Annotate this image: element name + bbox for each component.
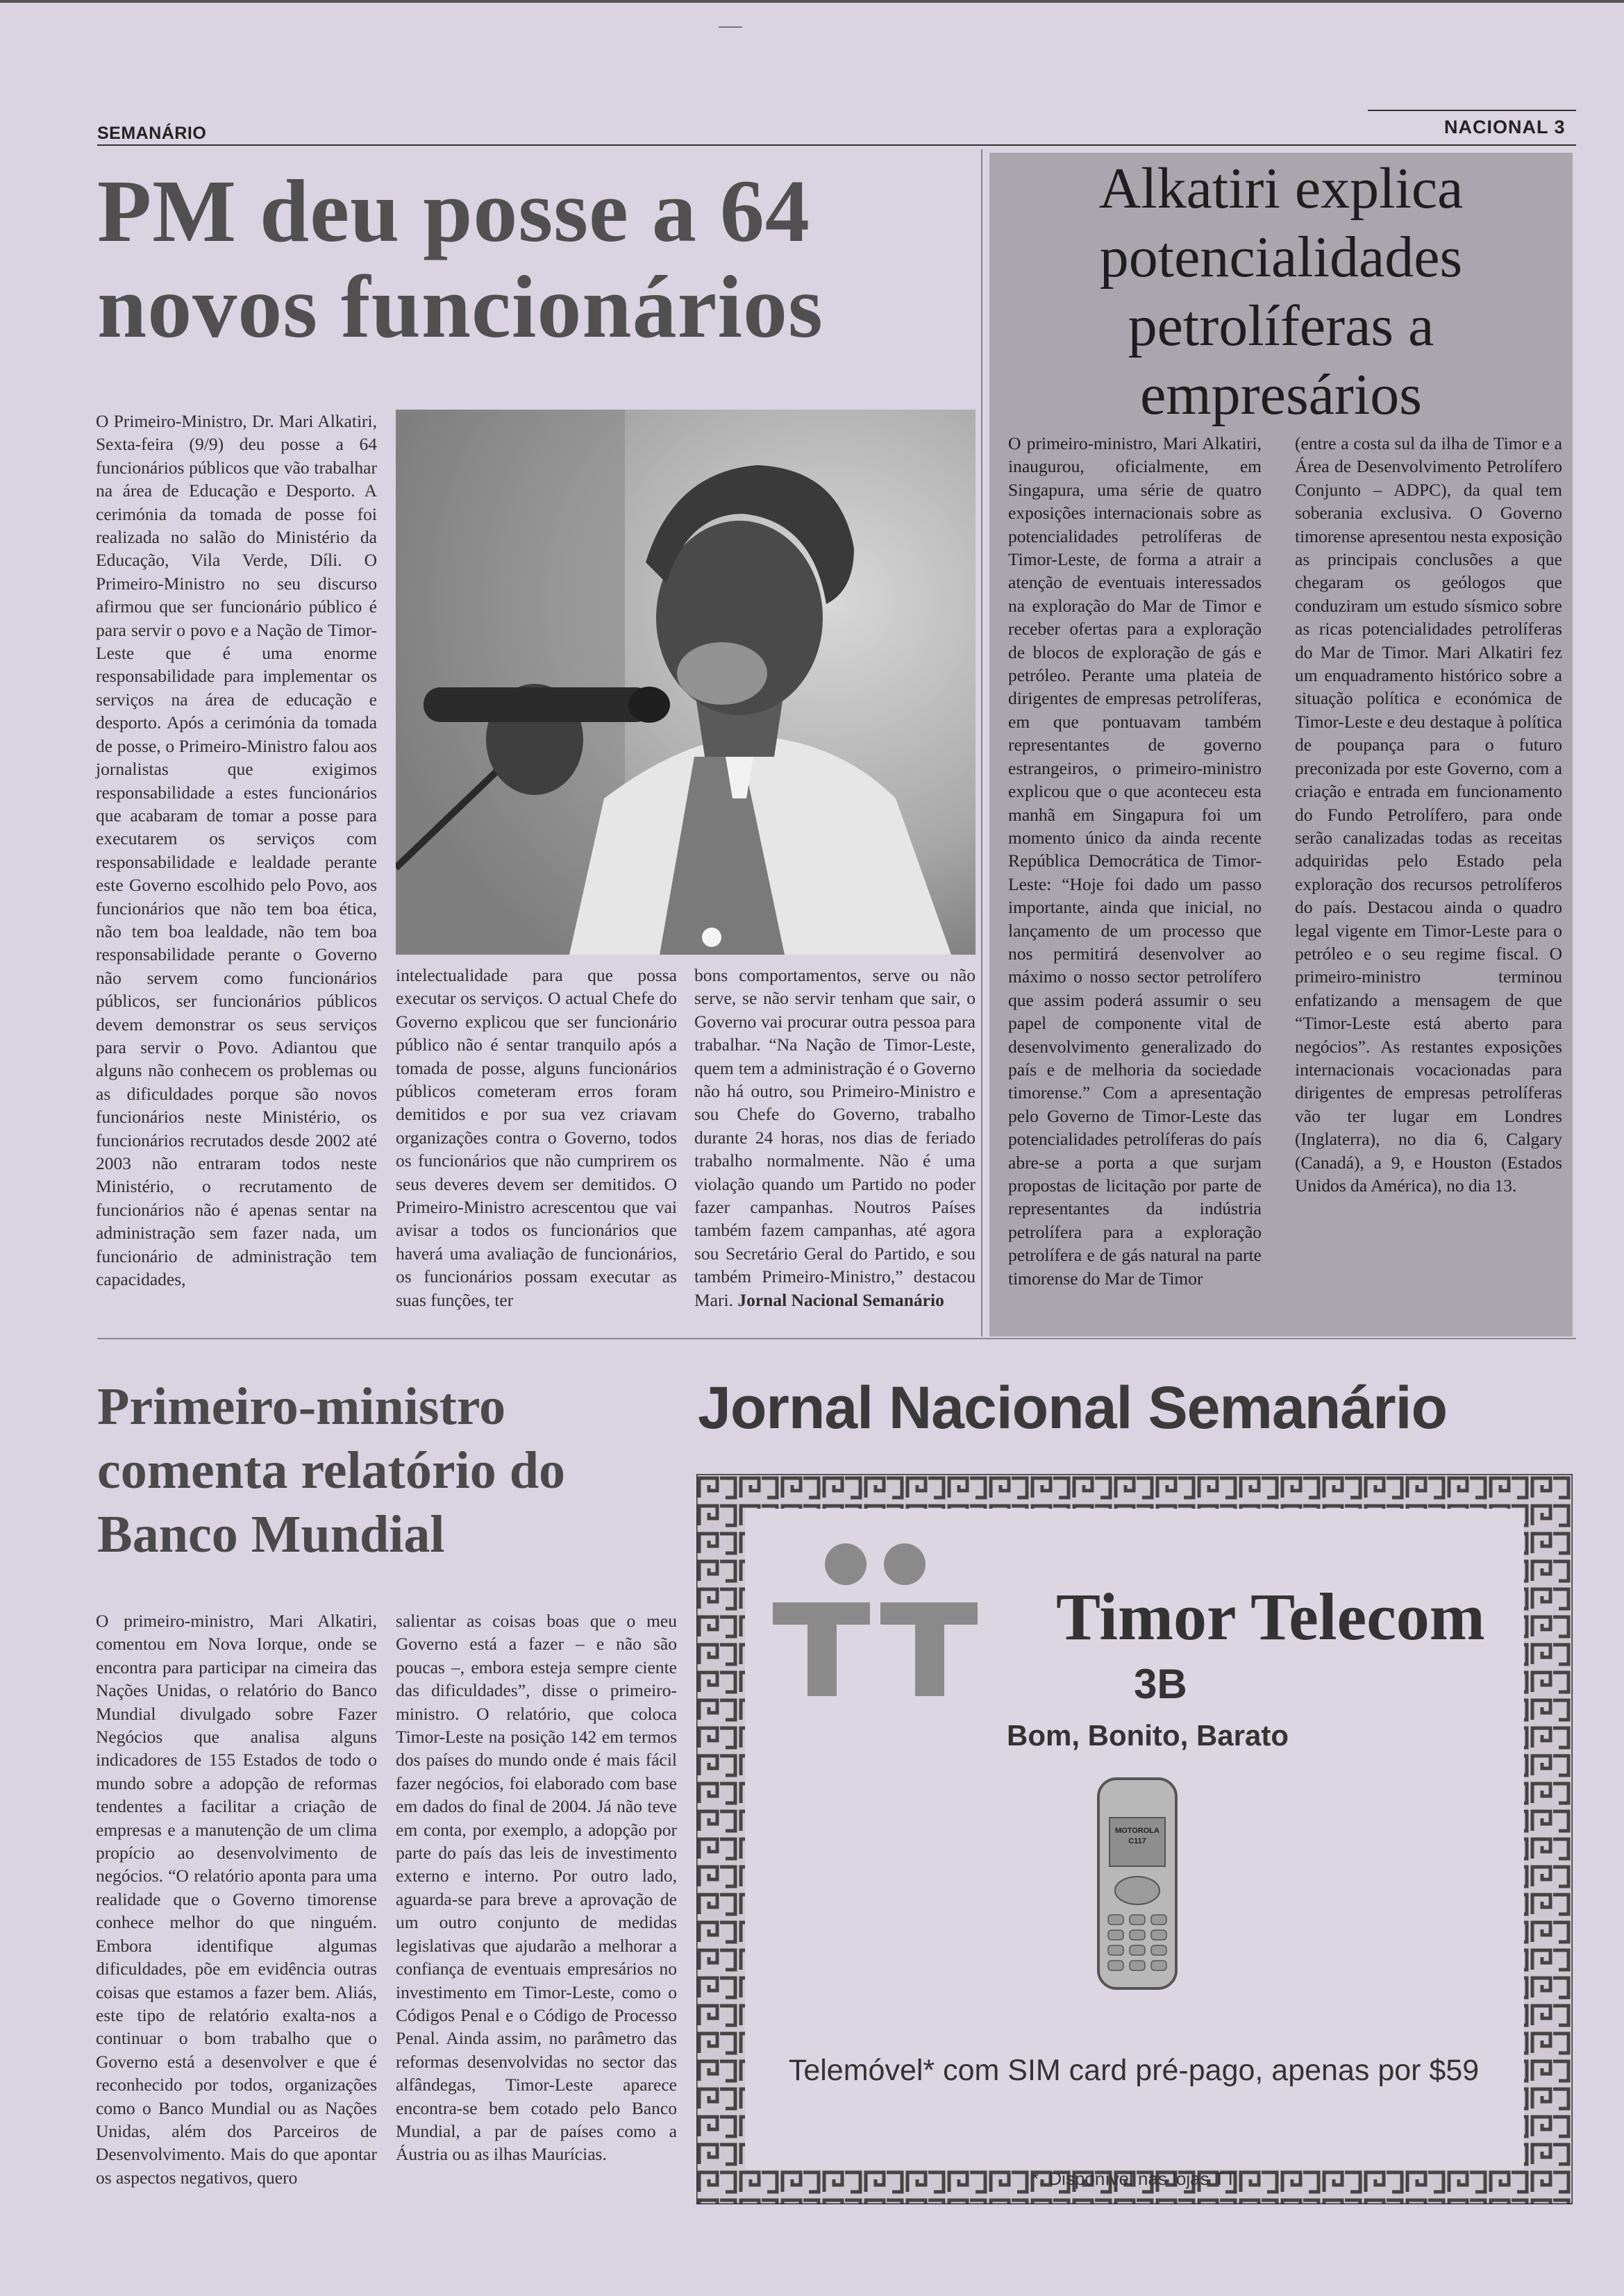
ad-subtitle: 3B	[1134, 1661, 1187, 1707]
article3-column-2: salientar as coisas boas que o meu Governo está a fazer – e não são poucas –, embora esteja sempre ciente das dificuldades”, disse o primeiro-ministro. O relatório, que coloca Timor-Leste na posição 142 em termos dos países do mundo onde é mais fácil fazer negócios, foi elaborado com base em dados do final de 2004. Já não teve em conta, por exemplo, a adopção por parte do país das leis de investimento externo e interno. Por outro lado, aguarda-se para breve a aprovação de um outro conjunto de medidas legislativas que ajudarão a melhorar a confiança de eventuais empresários no investimento em Timor-Leste, como o Códigos Penal e o Código de Processo Penal. Ainda assim, no parâmetro das reformas desenvolvidas no sector das alfândegas, Timor-Leste aparece encontra-se bem cotado pelo Banco Mundial, a par de países como a Áustria ou as ilhas Maurícias.	[396, 1611, 677, 2165]
ad-content	[745, 1509, 1524, 2189]
timor-telecom-ad	[696, 1474, 1573, 2204]
ad-slogan: Bom, Bonito, Barato	[1007, 1719, 1289, 1752]
page-mark	[719, 26, 742, 28]
top-border	[0, 0, 1624, 3]
photo-illustration	[396, 410, 976, 955]
article2-column-2: (entre a costa sul da ilha de Timor e a Área de Desenvolvimento Petrolífero Conjunto – ADPC), da qual tem soberania exclusiva. O Governo timorense apresentou nesta exposição as principais conclusões a que chegaram os geólogos que conduziram um estudo sísmico sobre as ricas potencialidades petrolíferas do Mar de Timor. Mari Alkatiri fez um enquadramento histórico sobre a situação política e económica de Timor-Leste e deu destaque à política de poupança para o futuro preconizada por este Governo, com a criação e entrada em funcionamento do Fundo Petrolífero, para onde serão canalizadas todas as receitas adquiridas pelo Estado pela exploração dos recursos petrolíferos do país. Destacou ainda o quadro legal vigente em Timor-Leste para o petróleo e o seu regime fiscal. O primeiro-ministro terminou enfatizando a mensagem de que “Timor-Leste está aberto para negócios”. As restantes exposições internacionais vocacionadas para dirigentes de empresas petrolíferas vão ter lugar em Londres (Inglaterra), no dia 6, Calgary (Canadá), a 9, e Houston (Estados Unidos da América), no dia 13.	[1295, 433, 1562, 1196]
newspaper-masthead: Jornal Nacional Semanário	[698, 1375, 1448, 1441]
mobile-phone-icon	[1096, 1776, 1179, 1991]
section-divider	[97, 1338, 1576, 1339]
ad-footnote: *. Disponível nas lojas TT	[1031, 2168, 1237, 2189]
article1-column-3-text: bons comportamentos, serve ou não serve, se não servir tenham que sair, o Governo vai procurar outra pessoa para trabalhar. “Na Nação de Timor-Leste, quem tem a administração é o Governo não há outro, sou Primeiro-Ministro e sou Chefe do Governo, trabalho durante 24 horas, nos dias de feriado trabalho normalmente. Não é uma violação quando um Partido no poder fazer campanhas. Noutros Países também fazem campanhas, até agora sou Secretário Geral do Partido, e sou também Primeiro-Ministro,” destacou Mari.	[694, 965, 976, 1310]
header-rule	[97, 144, 1576, 146]
ad-brand: Timor Telecom	[1056, 1579, 1485, 1654]
article2-column-1: O primeiro-ministro, Mari Alkatiri, inaugurou, oficialmente, em Singapura, uma série de quatro exposições internacionais sobre as potencialidades petrolíferas de Timor-Leste, de forma a atrair a atenção de eventuais interessados na exploração do Mar de Timor e receber ofertas para a exploração de blocos de exploração de gás e petróleo. Perante uma plateia de dirigentes de empresas petrolíferas, em que pontuavam também representantes de governo estrangeiros, o primeiro-ministro explicou que o que aconteceu esta manhã em Singapura foi um momento único da ainda recente República Democrática de Timor-Leste: “Hoje foi dado um passo importante, ainda que inicial, no lançamento de um processo que nos permitirá desenvolver ao máximo o nosso sector petrolífero que assim poderá assumir o seu papel de componente vital de desenvolvimento generalizado do país e de melhoria da sociedade timorense.” Com a apresentação pelo Governo de Timor-Leste das potencialidades petrolíferas do país abre-se a porta a que surjam propostas de licitação por parte de representantes da indústria petrolífera para a exploração petrolífera e de gás natural na parte timorense do Mar de Timor	[1008, 433, 1262, 1289]
article1-column-3	[694, 964, 976, 1312]
article1-headline: PM deu posse a 64 novos funcionários	[97, 162, 823, 356]
article1-column-1: O Primeiro-Ministro, Dr. Mari Alkatiri, Sexta-feira (9/9) deu posse a 64 funcionários públicos que vão trabalhar na área de Educação e Desporto. A cerimónia da tomada de posse foi realizada no salão do Ministério da Educação, Vila Verde, Díli. O Primeiro-Ministro no seu discurso afirmou que ser funcionário público é para servir o povo e a Nação de Timor-Leste que é uma enorme responsabilidade para implementar os serviços na área de educação e desporto. Após a cerimónia da tomada de posse, o Primeiro-Ministro falou aos jornalistas que exigimos responsabilidade a estes funcionários que acabaram de tomar a posse para executarem os serviços com responsabilidade e lealdade perante este Governo escolhido pelo Povo, aos funcionários que não tem boa ética, não tem boa lealdade, não tem boa responsabilidade perante o Governo não servem como funcionários públicos, ser funcionários públicos devem demonstrar os seus serviços para servir o Povo. Adiantou que alguns não conhecem os problemas ou as dificuldades porque são novos funcionários neste Ministério, os funcionários recrutados desde 2002 até 2003 não entraram todos neste Ministério, o recrutamento de funcionários não é apenas sentar na administração sem fazer nada, um funcionário de administração tem capacidades,	[96, 411, 377, 1290]
phone-model-label: MOTOROLA C117	[1115, 1827, 1160, 1845]
tt-logo-icon	[773, 1536, 981, 1696]
ad-offer: Telemóvel* com SIM card pré-pago, apenas por $59	[788, 2054, 1480, 2087]
column-divider	[981, 149, 982, 1336]
section-label-left: SEMANÁRIO	[97, 124, 207, 143]
article1-byline: Jornal Nacional Semanário	[737, 1289, 944, 1310]
article3-headline: Primeiro-ministro comenta relatório do Banco Mundial	[97, 1377, 565, 1564]
article3-column-1: O primeiro-ministro, Mari Alkatiri, comentou em Nova Iorque, onde se encontra para participar na cimeira das Nações Unidas, o relatório do Banco Mundial divulgado sobre Fazer Negócios que analisa alguns indicadores de 155 Estados de todo o mundo sobre a adopção de reformas tendentes a facilitar a criação de empresas e a manutenção de um clima propício ao desenvolvimento de negócios. “O relatório aponta para uma realidade que o Governo timorense conhece melhor do que ninguém. Embora identifique algumas dificuldades, põe em evidência outras coisas que estamos a fazer bem. Aliás, este tipo de relatório exalta-nos a continuar o bom trabalho que o Governo está a desenvolver e que é reconhecido por todos, organizações como o Banco Mundial ou as Nações Unidas, além dos Parceiros de Desenvolvimento. Mais do que apontar os aspectos negativos, quero	[96, 1611, 377, 2188]
prime-minister-photo	[396, 410, 976, 955]
article1-column-2: intelectualidade para que possa executar os serviços. O actual Chefe do Governo explicou que ser funcionário público não é sentar tranquilo após a tomada de posse, alguns funcionários públicos cometeram erros foram demitidos e por sua vez criavam organizações contra o Governo, todos os funcionários que não cumprirem os seus deveres devem ser demitidos. O Primeiro-Ministro acrescentou que vai avisar a todos os funcionários que haverá uma avaliação de funcionários, os funcionários possam executar as suas funções, ter	[396, 965, 677, 1310]
section-label-right: NACIONAL 3	[1444, 117, 1566, 137]
article2-headline: Alkatiri explica potencialidades petrolíferas a empresários	[1098, 156, 1464, 427]
header-rule-right	[1368, 110, 1576, 111]
